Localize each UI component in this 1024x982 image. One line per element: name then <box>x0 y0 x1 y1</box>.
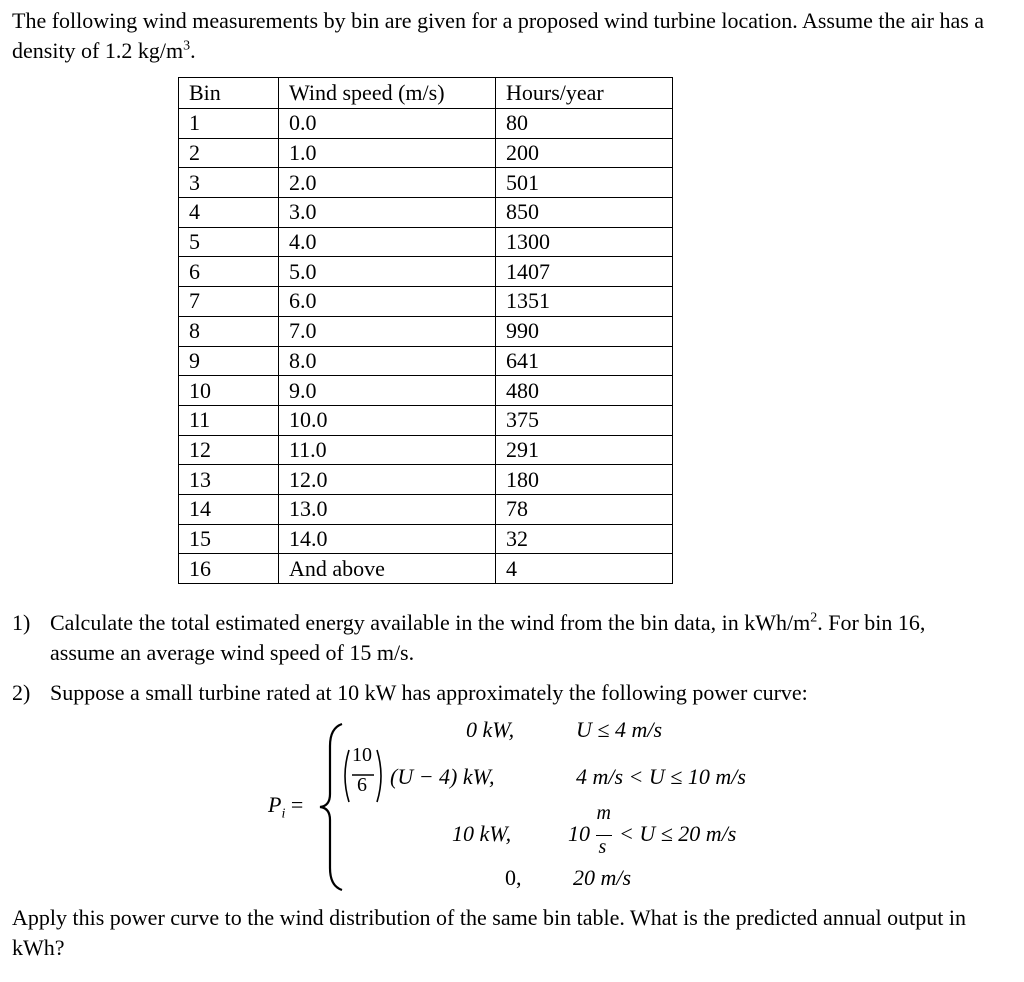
case-1-value: 0 kW, <box>466 717 515 742</box>
cell-bin: 9 <box>179 346 279 376</box>
question-2 <box>12 678 1012 708</box>
cell-bin: 13 <box>179 465 279 495</box>
table-row <box>179 435 673 465</box>
cell-hours: 480 <box>496 376 673 406</box>
question-1 <box>12 608 1012 668</box>
cell-wind-speed: And above <box>279 554 496 584</box>
cell-wind-speed: 6.0 <box>279 287 496 317</box>
cell-hours: 990 <box>496 316 673 346</box>
unit-denominator: s <box>598 835 607 858</box>
case-2-condition: 4 m/s < U ≤ 10 m/s <box>576 764 746 789</box>
intro-text: The following wind measurements by bin are given for a proposed wind turbine location. Assume the air has a density of 1.2 kg/m <box>12 8 985 63</box>
cell-hours: 375 <box>496 405 673 435</box>
case-3-condition-range: < U ≤ 20 m/s <box>619 821 737 846</box>
lhs-variable: P <box>268 792 282 817</box>
cell-hours: 1351 <box>496 287 673 317</box>
cell-hours: 1300 <box>496 227 673 257</box>
table-row <box>179 554 673 584</box>
case-3-value: 10 kW, <box>452 821 512 846</box>
table-row <box>179 494 673 524</box>
question-1-number: 1) <box>12 610 31 635</box>
unit-numerator: m <box>596 801 611 824</box>
cell-bin: 14 <box>179 494 279 524</box>
table-row <box>179 287 673 317</box>
equals-sign: = <box>290 792 304 817</box>
cell-bin: 11 <box>179 405 279 435</box>
question-1-text <box>50 608 990 668</box>
header-bin: Bin <box>179 78 279 109</box>
cell-wind-speed: 13.0 <box>279 494 496 524</box>
cell-wind-speed: 1.0 <box>279 138 496 168</box>
table-row <box>179 376 673 406</box>
question-2-followup: Apply this power curve to the wind distribution of the same bin table. What is the predicted annual output in kWh? <box>12 905 966 960</box>
cell-bin: 3 <box>179 168 279 198</box>
cell-wind-speed: 9.0 <box>279 376 496 406</box>
table-row <box>179 316 673 346</box>
question-1-text-main: Calculate the total estimated energy available in the wind from the bin data, in kWh/m <box>50 610 811 635</box>
case-2-value: (U − 4) kW, <box>390 764 495 789</box>
cell-hours: 501 <box>496 168 673 198</box>
cell-bin: 12 <box>179 435 279 465</box>
table-row <box>179 198 673 228</box>
cell-wind-speed: 8.0 <box>279 346 496 376</box>
cell-hours: 32 <box>496 524 673 554</box>
cell-hours: 4 <box>496 554 673 584</box>
cell-wind-speed: 12.0 <box>279 465 496 495</box>
table-row <box>179 168 673 198</box>
question-1-text-end: . For bin 16, assume an average wind speed of 15 m/s. <box>50 610 926 665</box>
cell-bin: 4 <box>179 198 279 228</box>
case-3-condition <box>568 801 737 858</box>
table-row <box>179 524 673 554</box>
cell-bin: 2 <box>179 138 279 168</box>
cell-wind-speed: 11.0 <box>279 435 496 465</box>
cell-wind-speed: 10.0 <box>279 405 496 435</box>
cell-hours: 850 <box>496 198 673 228</box>
table-row <box>179 257 673 287</box>
header-hours-year: Hours/year <box>496 78 673 109</box>
case-3-unit-fraction <box>596 801 614 858</box>
cell-wind-speed: 2.0 <box>279 168 496 198</box>
cell-wind-speed: 3.0 <box>279 198 496 228</box>
case-4-value: 0, <box>505 865 522 890</box>
lhs-subscript: i <box>281 806 286 822</box>
cell-hours: 200 <box>496 138 673 168</box>
cell-hours: 180 <box>496 465 673 495</box>
cell-hours: 291 <box>496 435 673 465</box>
cell-bin: 5 <box>179 227 279 257</box>
cell-wind-speed: 0.0 <box>279 109 496 139</box>
power-curve-lhs <box>268 792 304 822</box>
problem-intro <box>12 6 1012 66</box>
wind-bin-table <box>178 77 673 584</box>
table-header-row <box>179 78 673 109</box>
cell-hours: 78 <box>496 494 673 524</box>
intro-superscript: 3 <box>183 38 191 54</box>
cell-bin: 1 <box>179 109 279 139</box>
table-row <box>179 227 673 257</box>
cell-bin: 16 <box>179 554 279 584</box>
fraction-numerator: 10 <box>352 744 372 766</box>
intro-text-end: . <box>190 38 196 63</box>
table-row <box>179 346 673 376</box>
cell-wind-speed: 4.0 <box>279 227 496 257</box>
cell-hours: 80 <box>496 109 673 139</box>
header-wind-speed: Wind speed (m/s) <box>279 78 496 109</box>
question-1-superscript: 2 <box>810 610 818 626</box>
question-2-text: Suppose a small turbine rated at 10 kW has approximately the following power curve: <box>50 680 808 705</box>
cell-wind-speed: 14.0 <box>279 524 496 554</box>
table-row <box>179 138 673 168</box>
cell-wind-speed: 7.0 <box>279 316 496 346</box>
question-2-number: 2) <box>12 680 31 705</box>
cell-hours: 1407 <box>496 257 673 287</box>
cell-bin: 6 <box>179 257 279 287</box>
table-row <box>179 109 673 139</box>
cell-wind-speed: 5.0 <box>279 257 496 287</box>
cell-bin: 10 <box>179 376 279 406</box>
table-row <box>179 405 673 435</box>
cell-hours: 641 <box>496 346 673 376</box>
case-4-condition: 20 m/s <box>573 865 632 890</box>
cell-bin: 7 <box>179 287 279 317</box>
cell-bin: 15 <box>179 524 279 554</box>
cell-bin: 8 <box>179 316 279 346</box>
table-row <box>179 465 673 495</box>
case-3-condition-number: 10 <box>568 821 590 846</box>
fraction-denominator: 6 <box>357 774 367 796</box>
case-1-condition: U ≤ 4 m/s <box>576 717 663 742</box>
